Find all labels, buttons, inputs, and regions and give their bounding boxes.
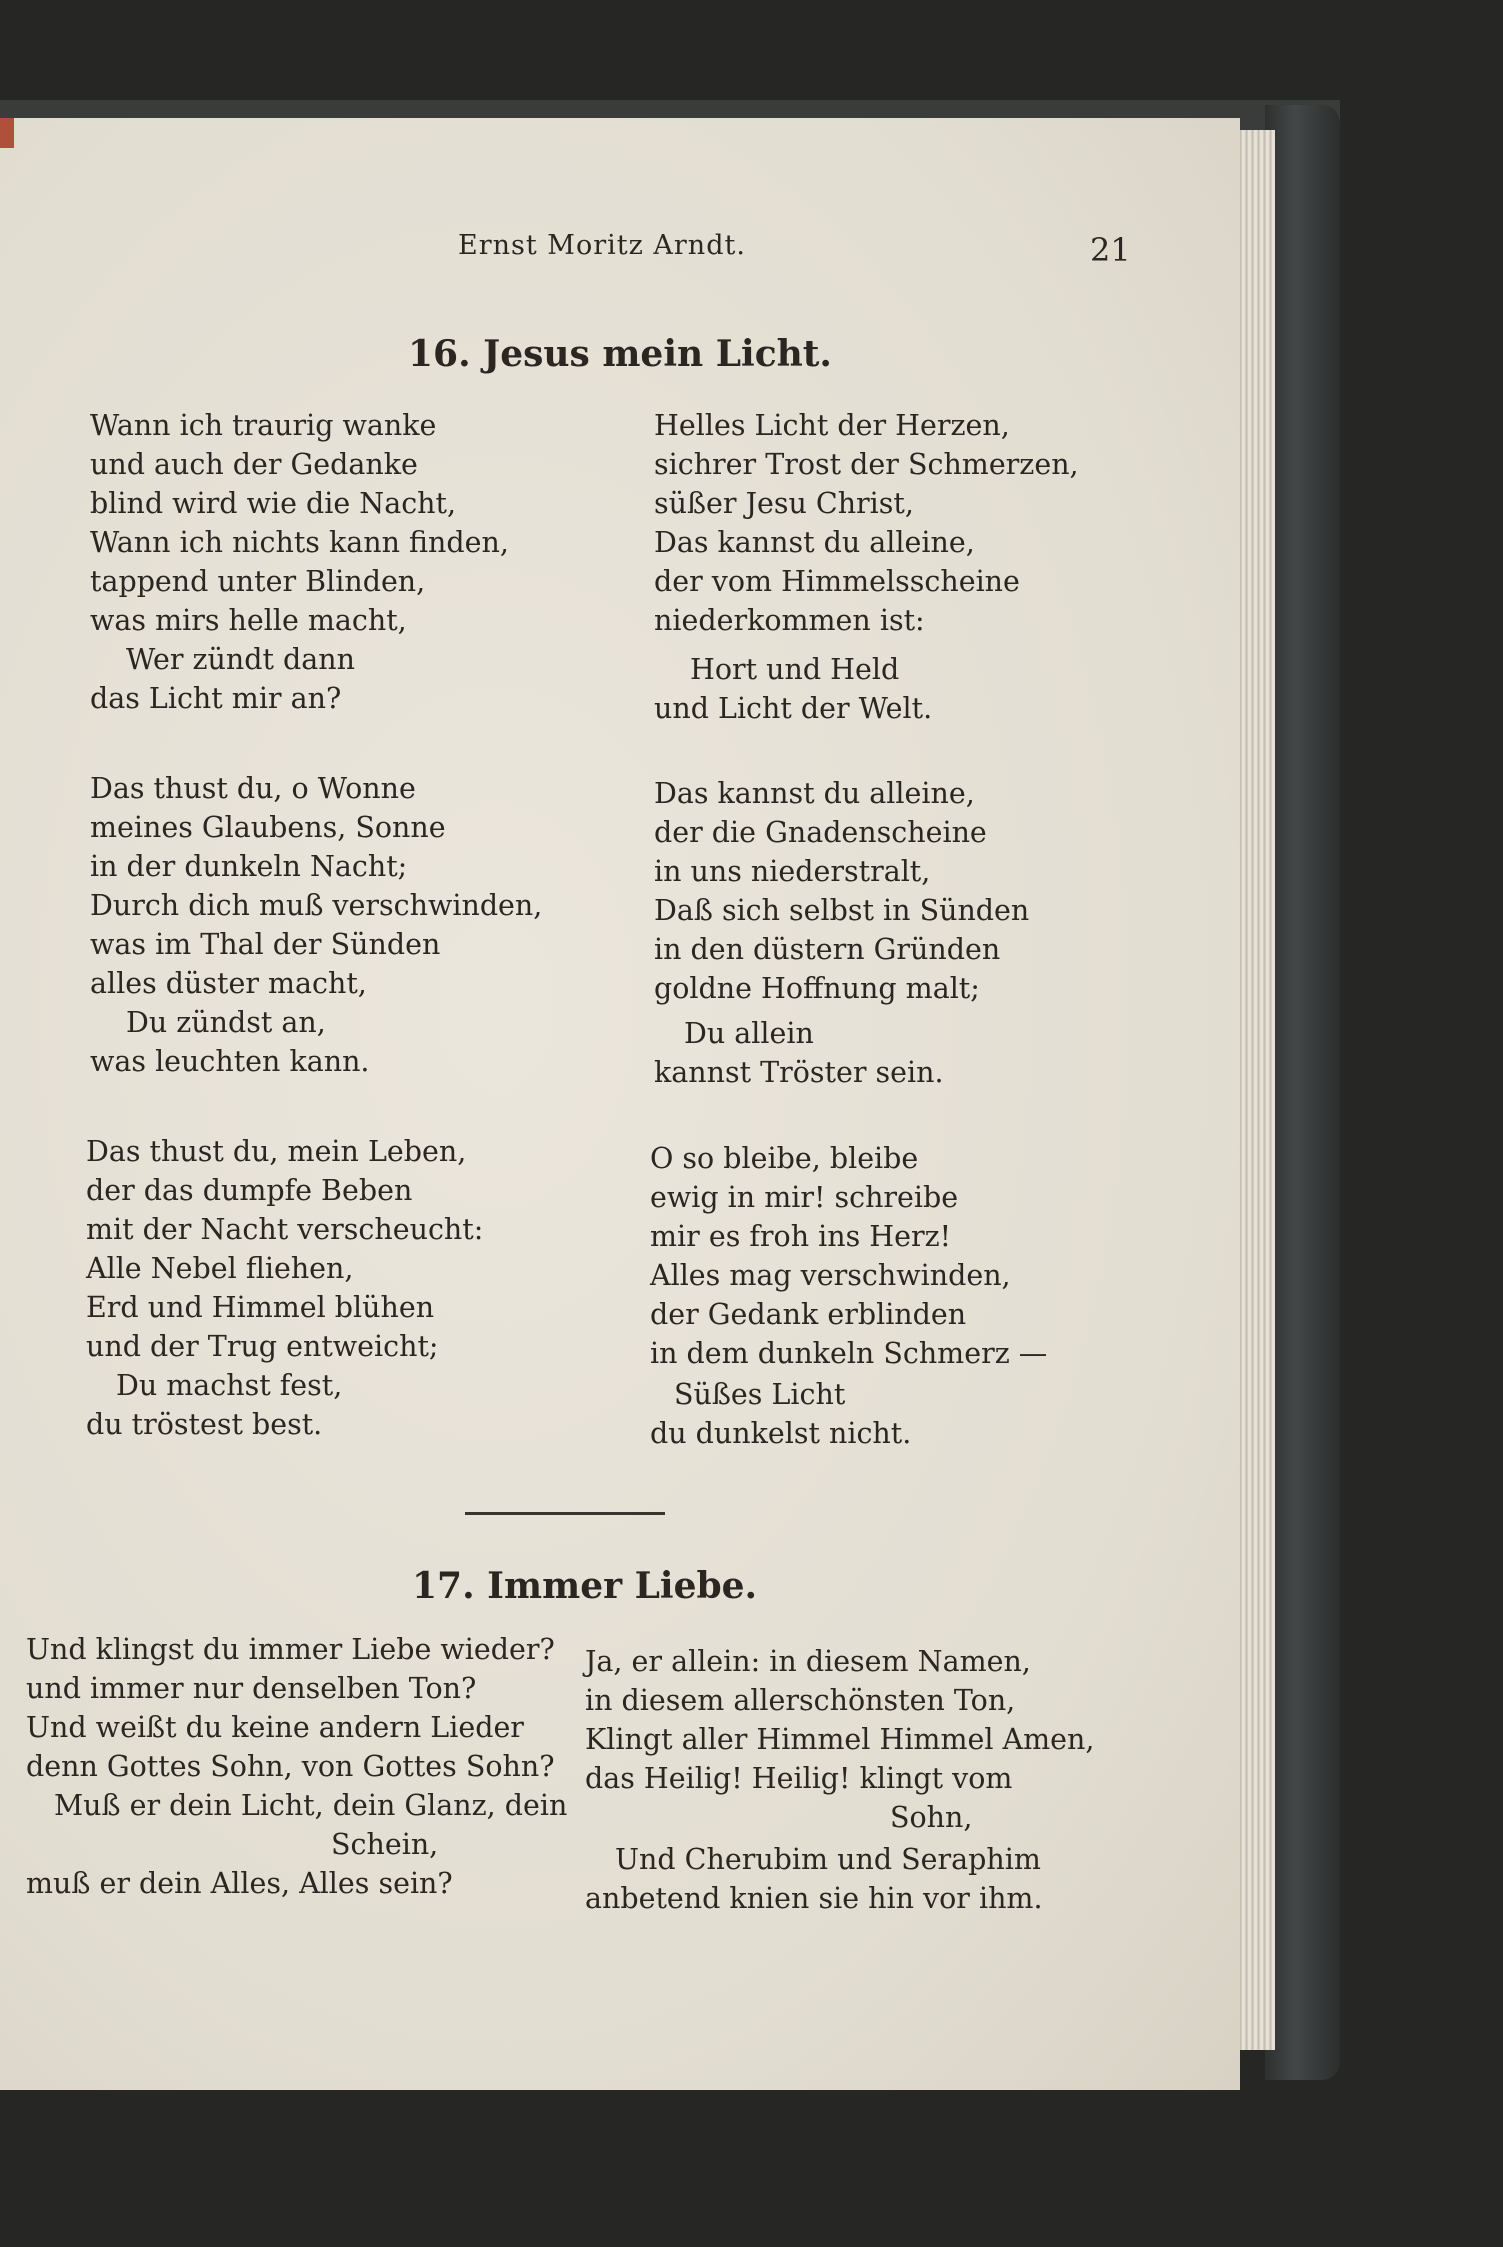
verse-line: Wer zündt dann [126, 643, 355, 676]
book-cover-spine [1265, 105, 1340, 2080]
verse-line: Muß er dein Licht, dein Glanz, dein [54, 1789, 568, 1822]
verse-line: Sohn, [890, 1801, 973, 1834]
verse-line: alles düster macht, [90, 967, 367, 1000]
verse-line: Hort und Held [690, 653, 900, 686]
verse-line: Du machst fest, [116, 1369, 343, 1402]
verse-line: der das dumpfe Beben [86, 1174, 413, 1207]
verse-line: Süßes Licht [674, 1378, 846, 1411]
verse-line: was mirs helle macht, [90, 604, 407, 637]
verse-line: ewig in mir! schreibe [650, 1181, 959, 1214]
verse-line: Daß sich selbst in Sünden [654, 894, 1030, 927]
hymn-16-title: 16. Jesus mein Licht. [408, 333, 832, 375]
verse-line: Schein, [331, 1828, 439, 1861]
verse-line: Ja, er allein: in diesem Namen, [585, 1645, 1031, 1678]
verse-line: und immer nur denselben Ton? [26, 1672, 477, 1705]
verse-line: Das thust du, mein Leben, [86, 1135, 467, 1168]
verse-line: das Heilig! Heilig! klingt vom [585, 1762, 1013, 1795]
verse-line: muß er dein Alles, Alles sein? [26, 1867, 453, 1900]
verse-line: mir es froh ins Herz! [650, 1220, 952, 1253]
verse-line: Und klingst du immer Liebe wieder? [26, 1633, 555, 1666]
running-header-author: Ernst Moritz Arndt. [458, 230, 746, 261]
ribbon-mark [0, 118, 14, 148]
verse-line: sichrer Trost der Schmerzen, [654, 448, 1079, 481]
verse-line: Durch dich muß verschwinden, [90, 889, 543, 922]
verse-line: tappend unter Blinden, [90, 565, 426, 598]
verse-line: Alles mag verschwinden, [650, 1259, 1011, 1292]
verse-line: blind wird wie die Nacht, [90, 487, 457, 520]
verse-line: der Gedank erblinden [650, 1298, 967, 1331]
verse-line: Das thust du, o Wonne [90, 772, 416, 805]
verse-line: in den düstern Gründen [654, 933, 1001, 966]
section-divider [465, 1512, 665, 1515]
verse-line: niederkommen ist: [654, 604, 925, 637]
verse-line: Du zündst an, [126, 1006, 326, 1039]
verse-line: das Licht mir an? [90, 682, 342, 715]
verse-line: denn Gottes Sohn, von Gottes Sohn? [26, 1750, 555, 1783]
verse-line: Helles Licht der Herzen, [654, 409, 1010, 442]
page-number: 21 [1090, 231, 1131, 269]
verse-line: und der Trug entweicht; [86, 1330, 439, 1363]
verse-line: Das kannst du alleine, [654, 777, 975, 810]
verse-line: Das kannst du alleine, [654, 526, 975, 559]
verse-line: Und weißt du keine andern Lieder [26, 1711, 524, 1744]
verse-line: der vom Himmelsscheine [654, 565, 1020, 598]
verse-line: in diesem allerschönsten Ton, [585, 1684, 1016, 1717]
verse-line: mit der Nacht verscheucht: [86, 1213, 484, 1246]
verse-line: und Licht der Welt. [654, 692, 933, 725]
hymn-17-title: 17. Immer Liebe. [412, 1565, 758, 1607]
verse-line: Alle Nebel fliehen, [86, 1252, 354, 1285]
verse-line: was im Thal der Sünden [90, 928, 441, 961]
verse-line: in der dunkeln Nacht; [90, 850, 408, 883]
verse-line: anbetend knien sie hin vor ihm. [585, 1882, 1043, 1915]
verse-line: du tröstest best. [86, 1408, 323, 1441]
verse-line: O so bleibe, bleibe [650, 1142, 919, 1175]
verse-line: süßer Jesu Christ, [654, 487, 914, 520]
verse-line: Du allein [684, 1017, 814, 1050]
verse-line: Wann ich nichts kann finden, [90, 526, 509, 559]
verse-line: in dem dunkeln Schmerz — [650, 1337, 1048, 1370]
verse-line: was leuchten kann. [90, 1045, 370, 1078]
verse-line: Wann ich traurig wanke [90, 409, 437, 442]
verse-line: Klingt aller Himmel Himmel Amen, [585, 1723, 1095, 1756]
verse-line: Erd und Himmel blühen [86, 1291, 435, 1324]
verse-line: du dunkelst nicht. [650, 1417, 912, 1450]
verse-line: meines Glaubens, Sonne [90, 811, 446, 844]
verse-line: Und Cherubim und Seraphim [615, 1843, 1041, 1876]
verse-line: goldne Hoffnung malt; [654, 972, 980, 1005]
verse-line: kannst Tröster sein. [654, 1056, 944, 1089]
verse-line: der die Gnadenscheine [654, 816, 987, 849]
verse-line: in uns niederstralt, [654, 855, 931, 888]
verse-line: und auch der Gedanke [90, 448, 418, 481]
